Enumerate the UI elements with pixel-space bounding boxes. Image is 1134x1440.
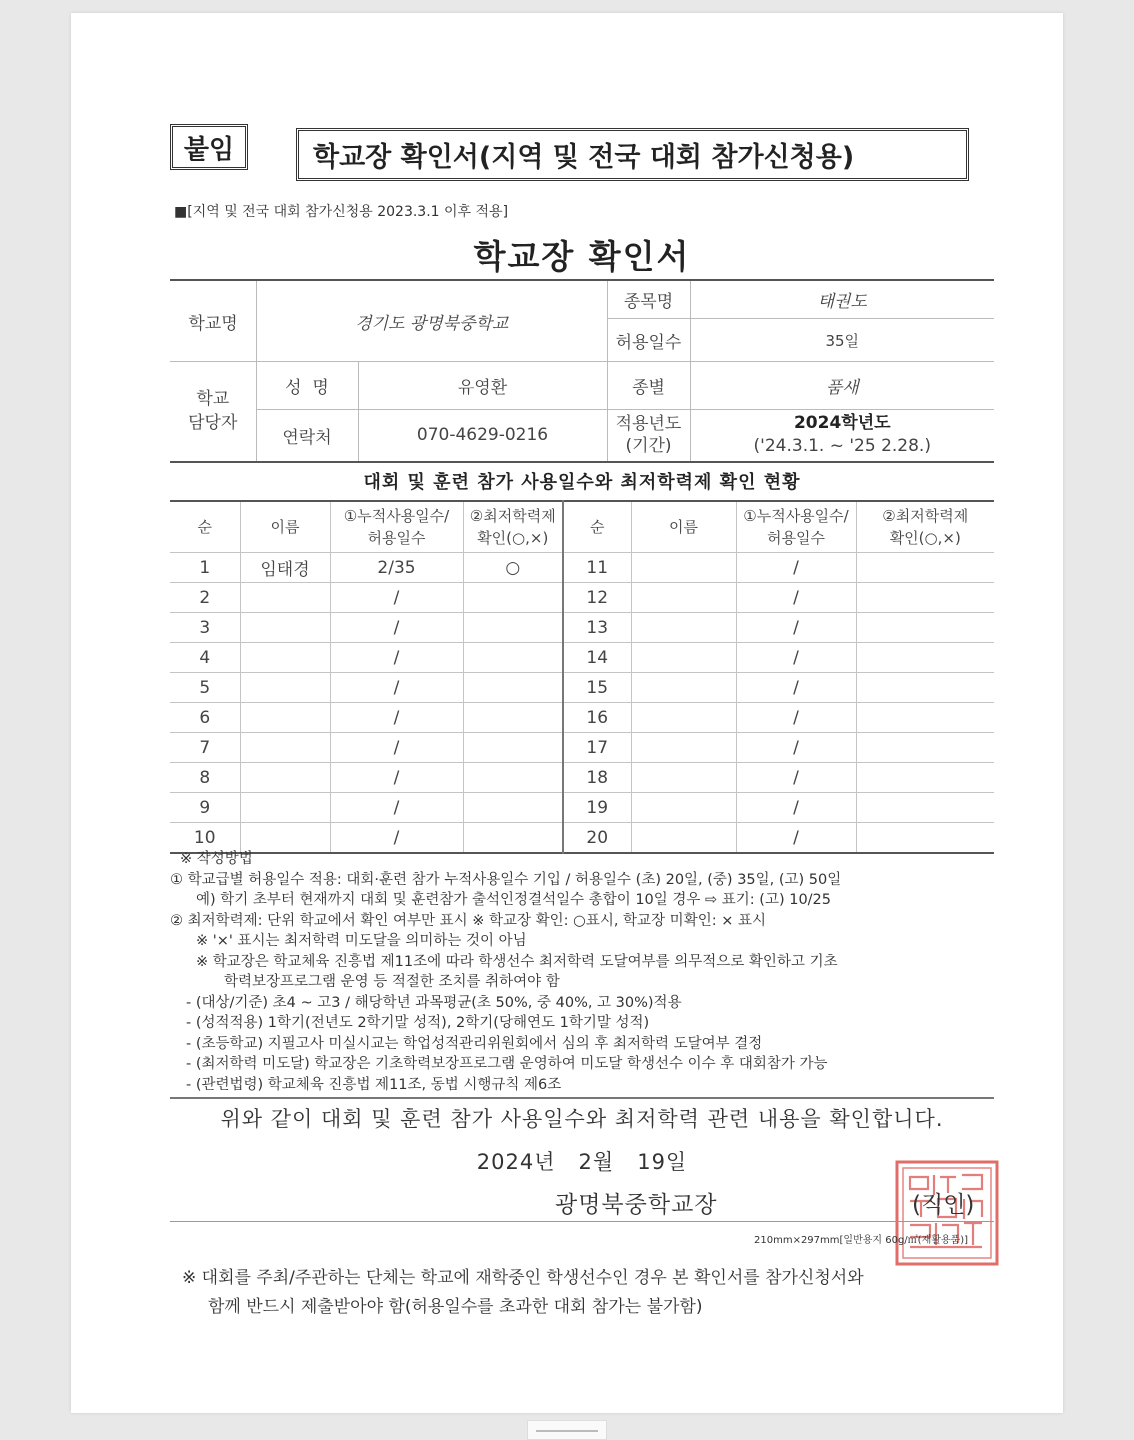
allowed-days-label: 허용일수	[607, 319, 690, 362]
form-title: 학교장 확인서(지역 및 전국 대회 참가신청용)	[296, 128, 969, 181]
row-days: 2/35	[330, 553, 463, 583]
row-name-right	[631, 763, 736, 793]
status-heading: 대회 및 훈련 참가 사용일수와 최저학력제 확인 현황	[363, 472, 801, 493]
row-no: 7	[170, 733, 240, 763]
event-value: 태권도	[690, 280, 994, 319]
footer-line-1: ※ 대회를 주최/주관하는 단체는 학교에 재학중인 학생선수인 경우 본 확인서를 참가신청서와	[182, 1268, 864, 1288]
row-name	[240, 643, 330, 673]
note-2b1: ※ 학교장은 학교체육 진흥법 제11조에 따라 학생선수 최저학력 도달여부를 의무적으로 확인하고 기초	[196, 953, 838, 970]
row-no-right: 15	[563, 673, 631, 703]
row-days-right: /	[736, 763, 856, 793]
row-no-right: 18	[563, 763, 631, 793]
row-check: ○	[463, 553, 563, 583]
row-no: 9	[170, 793, 240, 823]
row-days: /	[330, 703, 463, 733]
row-days: /	[330, 613, 463, 643]
row-days: /	[330, 673, 463, 703]
col-check: ②최저학력제 확인(○,×)	[463, 501, 563, 553]
row-name-right	[631, 793, 736, 823]
row-check-right	[856, 763, 994, 793]
issue-date: 2024년 2월 19일	[476, 1150, 688, 1174]
col-name-right: 이름	[631, 501, 736, 553]
row-no-right: 17	[563, 733, 631, 763]
row-no-right: 13	[563, 613, 631, 643]
row-name-right	[631, 583, 736, 613]
row-name	[240, 763, 330, 793]
status-table	[170, 500, 994, 854]
row-days-right: /	[736, 643, 856, 673]
row-name-right	[631, 673, 736, 703]
row-days-right: /	[736, 703, 856, 733]
table-row	[170, 643, 994, 673]
notes-heading: ※ 작성방법	[180, 851, 253, 867]
row-check-right	[856, 583, 994, 613]
table-row	[170, 553, 994, 583]
row-check-right	[856, 613, 994, 643]
row-no-right: 12	[563, 583, 631, 613]
contact-label: 연락처	[256, 410, 358, 462]
row-days-right: /	[736, 673, 856, 703]
row-name-right	[631, 553, 736, 583]
row-check	[463, 793, 563, 823]
row-days-right: /	[736, 583, 856, 613]
seal-label: (직인)	[912, 1192, 975, 1218]
row-check	[463, 583, 563, 613]
row-no: 2	[170, 583, 240, 613]
contact-value: 070-4629-0216	[358, 410, 607, 462]
footer-note	[182, 1264, 982, 1322]
col-check-right: ②최저학력제 확인(○,×)	[856, 501, 994, 553]
row-check	[463, 643, 563, 673]
row-check	[463, 673, 563, 703]
table-row	[170, 733, 994, 763]
row-days: /	[330, 643, 463, 673]
detail-5: - (관련법령) 학교체육 진흥법 제11조, 동법 시행규칙 제6조	[186, 1076, 562, 1093]
thumbnail-preview	[536, 1430, 598, 1432]
row-no: 8	[170, 763, 240, 793]
row-check-right	[856, 793, 994, 823]
school-cell	[170, 280, 607, 362]
note-2b2: 학력보장프로그램 운영 등 적절한 조치를 취하여야 함	[224, 974, 560, 990]
row-days: /	[330, 793, 463, 823]
row-no: 5	[170, 673, 240, 703]
note-2a: ※ '×' 표시는 최저학력 미도달을 의미하는 것이 아님	[196, 933, 527, 949]
col-days: ①누적사용일수/ 허용일수	[330, 501, 463, 553]
table-row	[170, 673, 994, 703]
row-check	[463, 613, 563, 643]
row-no: 6	[170, 703, 240, 733]
footer-line-2: 함께 반드시 제출받아야 함(허용일수를 초과한 대회 참가는 불가함)	[208, 1297, 703, 1317]
year-cell	[690, 410, 994, 462]
year-period: ('24.3.1. ~ '25 2.28.)	[753, 436, 931, 457]
row-no-right: 11	[563, 553, 631, 583]
row-no: 4	[170, 643, 240, 673]
row-name-right	[631, 643, 736, 673]
row-name	[240, 733, 330, 763]
row-name	[240, 583, 330, 613]
note-1b: 예) 학기 초부터 현재까지 대회 및 훈련참가 출석인정결석일수 총합이 10일 경우 ⇨ 표기: (고) 10/25	[196, 892, 832, 908]
row-name	[240, 703, 330, 733]
annex-label: 붙임	[170, 124, 248, 170]
row-days: /	[330, 583, 463, 613]
row-name	[240, 613, 330, 643]
row-name-right	[631, 733, 736, 763]
row-name-right	[631, 613, 736, 643]
row-no: 10	[170, 823, 240, 854]
row-check	[463, 733, 563, 763]
row-days-right: /	[736, 613, 856, 643]
principal-name: 광명북중학교장	[555, 1192, 718, 1218]
row-days-right: /	[736, 823, 856, 854]
row-days: /	[330, 763, 463, 793]
type-label: 종별	[607, 362, 690, 410]
writing-instructions	[170, 849, 994, 1095]
school-value: 경기도 광명북중학교	[355, 313, 509, 334]
row-days-right: /	[736, 733, 856, 763]
row-check-right	[856, 733, 994, 763]
row-name	[240, 673, 330, 703]
col-name: 이름	[240, 501, 330, 553]
school-info-table	[170, 279, 994, 463]
row-no-right: 14	[563, 643, 631, 673]
note-1a: ① 학교급별 허용일수 적용: 대회·훈련 참가 누적사용일수 기입 / 허용일수 (초) 20일, (중) 35일, (고) 50일	[170, 871, 842, 888]
row-no: 3	[170, 613, 240, 643]
table-row	[170, 793, 994, 823]
row-name	[240, 793, 330, 823]
event-label: 종목명	[607, 280, 690, 319]
row-days: /	[330, 733, 463, 763]
col-no-right: 순	[563, 501, 631, 553]
table-row	[170, 613, 994, 643]
manager-label: 학교 담당자	[170, 362, 256, 462]
row-check-right	[856, 673, 994, 703]
detail-2: - (성적적용) 1학기(전년도 2학기말 성적), 2학기(당해연도 1학기말 성적)	[186, 1015, 650, 1031]
document-page	[71, 13, 1063, 1413]
detail-3: - (초등학교) 지필고사 미실시교는 학업성적관리위원회에서 심의 후 최저학력 도달여부 결정	[186, 1035, 763, 1052]
row-check-right	[856, 553, 994, 583]
bottom-rule	[170, 1221, 994, 1222]
row-no-right: 20	[563, 823, 631, 854]
col-no: 순	[170, 501, 240, 553]
table-row	[170, 703, 994, 733]
school-label: 학교명	[170, 281, 257, 361]
row-check-right	[856, 643, 994, 673]
row-days-right: /	[736, 793, 856, 823]
paper-spec: 210mm×297mm[일반용지 60g/㎡(재활용품)]	[754, 1235, 969, 1246]
table-row	[170, 583, 994, 613]
row-check-right	[856, 703, 994, 733]
allowed-days-value: 35일	[690, 319, 994, 362]
row-name: 임태경	[240, 553, 330, 583]
row-no: 1	[170, 553, 240, 583]
detail-1: - (대상/기준) 초4 ~ 고3 / 해당학년 과목평균(초 50%, 중 40%, 고 30%)적용	[186, 994, 682, 1011]
year-value: 2024학년도	[793, 413, 891, 434]
row-name-right	[631, 703, 736, 733]
note-2: ② 최저학력제: 단위 학교에서 확인 여부만 표시 ※ 학교장 확인: ○표시, 학교장 미확인: × 표시	[170, 912, 766, 929]
year-label: 적용년도 (기간)	[607, 410, 690, 462]
confirmation-statement: 위와 같이 대회 및 훈련 참가 사용일수와 최저학력 관련 내용을 확인합니다.	[220, 1107, 944, 1131]
divider	[170, 1097, 994, 1099]
scope-note: ■[지역 및 전국 대회 참가신청용 2023.3.1 이후 적용]	[174, 204, 509, 220]
row-check	[463, 763, 563, 793]
type-value: 품새	[690, 362, 994, 410]
name-value: 유영환	[358, 362, 607, 410]
row-check	[463, 703, 563, 733]
detail-4: - (최저학력 미도달) 학교장은 기초학력보장프로그램 운영하여 미도달 학생선수 이수 후 대회참가 가능	[186, 1056, 828, 1072]
col-days-right: ①누적사용일수/ 허용일수	[736, 501, 856, 553]
document-title: 학교장 확인서	[473, 237, 691, 276]
page-thumbnail[interactable]	[527, 1420, 607, 1440]
row-days: /	[330, 823, 463, 854]
name-label: 성 명	[256, 362, 358, 410]
table-row	[170, 763, 994, 793]
row-days-right: /	[736, 553, 856, 583]
row-no-right: 19	[563, 793, 631, 823]
row-no-right: 16	[563, 703, 631, 733]
